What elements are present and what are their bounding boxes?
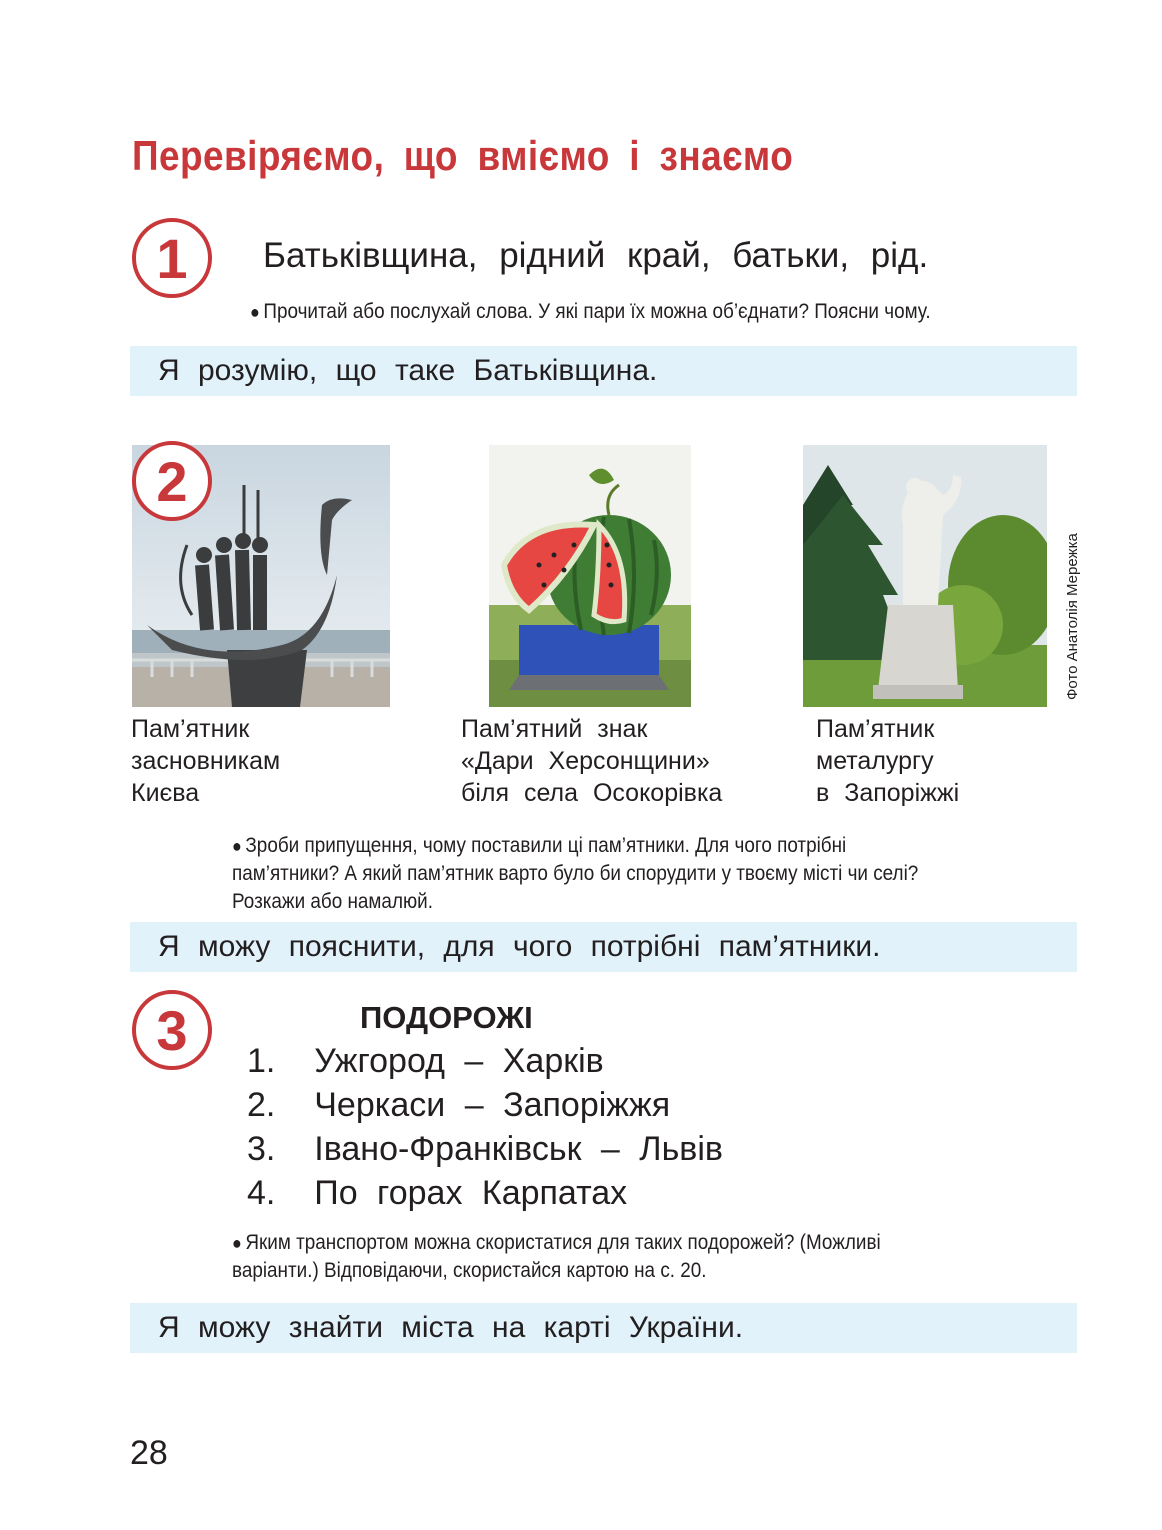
skill-text: Я розумію, що таке Батьківщина.: [158, 354, 658, 387]
task2-instruction: [232, 832, 918, 916]
caption-line: Києва: [131, 779, 200, 807]
list-number: 2.: [247, 1086, 276, 1124]
page-title: Перевіряємо, що вміємо і знаємо: [132, 132, 794, 179]
caption-line: Пам’ятник: [816, 715, 935, 743]
list-item: [247, 1130, 723, 1169]
skill-band: [130, 1303, 1077, 1353]
caption-line: Пам’ятник: [131, 715, 250, 743]
list-number: 3.: [247, 1130, 276, 1168]
list-item: [247, 1174, 627, 1213]
skill-text: Я можу знайти міста на карті України.: [158, 1311, 744, 1344]
task-number-badge: 2: [132, 441, 212, 521]
bullet-icon: ●: [232, 836, 242, 856]
task-number-badge: 1: [132, 218, 212, 298]
photo-caption: [816, 713, 959, 809]
instruction-line: Розкажи або намалюй.: [232, 890, 433, 913]
watermelon-illustration: [489, 445, 691, 707]
photo-caption: [461, 713, 722, 809]
task3-instruction: [232, 1229, 881, 1285]
task1-words: Батьківщина, рідний край, батьки, рід.: [263, 236, 929, 275]
travel-heading: ПОДОРОЖІ: [360, 1000, 533, 1035]
instruction-text: Прочитай або послухай слова. У які пари їх можна об’єднати? Поясни чому.: [263, 300, 931, 323]
list-item: [247, 1086, 670, 1125]
list-number: 4.: [247, 1174, 276, 1212]
list-text: Ужгород – Харків: [314, 1042, 604, 1080]
caption-line: засновникам: [131, 747, 281, 775]
caption-line: Пам’ятний знак: [461, 715, 648, 743]
instruction-line: пам’ятники? А який пам’ятник варто було би спорудити у твоєму місті чи селі?: [232, 862, 919, 885]
photo-caption: [131, 713, 280, 809]
list-text: Черкаси – Запоріжжя: [314, 1086, 671, 1124]
list-text: По горах Карпатах: [314, 1174, 628, 1212]
bullet-icon: ●: [250, 302, 260, 322]
instruction-line: Яким транспортом можна скористатися для таких подорожей? (Можливі: [245, 1231, 881, 1254]
skill-band: [130, 922, 1077, 972]
list-text: Івано-Франківськ – Львів: [314, 1130, 723, 1168]
caption-line: металургу: [816, 747, 934, 775]
list-number: 1.: [247, 1042, 276, 1080]
photo-credit: Фото Анатолія Мережка: [1064, 533, 1081, 700]
metallurgist-illustration: [803, 445, 1047, 707]
page-number: 28: [130, 1434, 168, 1472]
metallurgist-monument-photo: [803, 445, 1047, 707]
instruction-line: варіанти.) Відповідаючи, скористайся картою на с. 20.: [232, 1259, 707, 1282]
task-number-badge: 3: [132, 990, 212, 1070]
instruction-line: Зроби припущення, чому поставили ці пам’ятники. Для чого потрібні: [245, 834, 847, 857]
skill-band: [130, 346, 1077, 396]
skill-text: Я можу пояснити, для чого потрібні пам’ятники.: [158, 930, 881, 963]
caption-line: біля села Осокорівка: [461, 779, 723, 807]
list-item: [247, 1042, 604, 1081]
bullet-icon: ●: [232, 1233, 242, 1253]
caption-line: «Дари Херсонщини»: [461, 747, 710, 775]
task1-instruction: [250, 298, 931, 326]
caption-line: в Запоріжжі: [816, 779, 960, 807]
watermelon-monument-photo: [489, 445, 691, 707]
